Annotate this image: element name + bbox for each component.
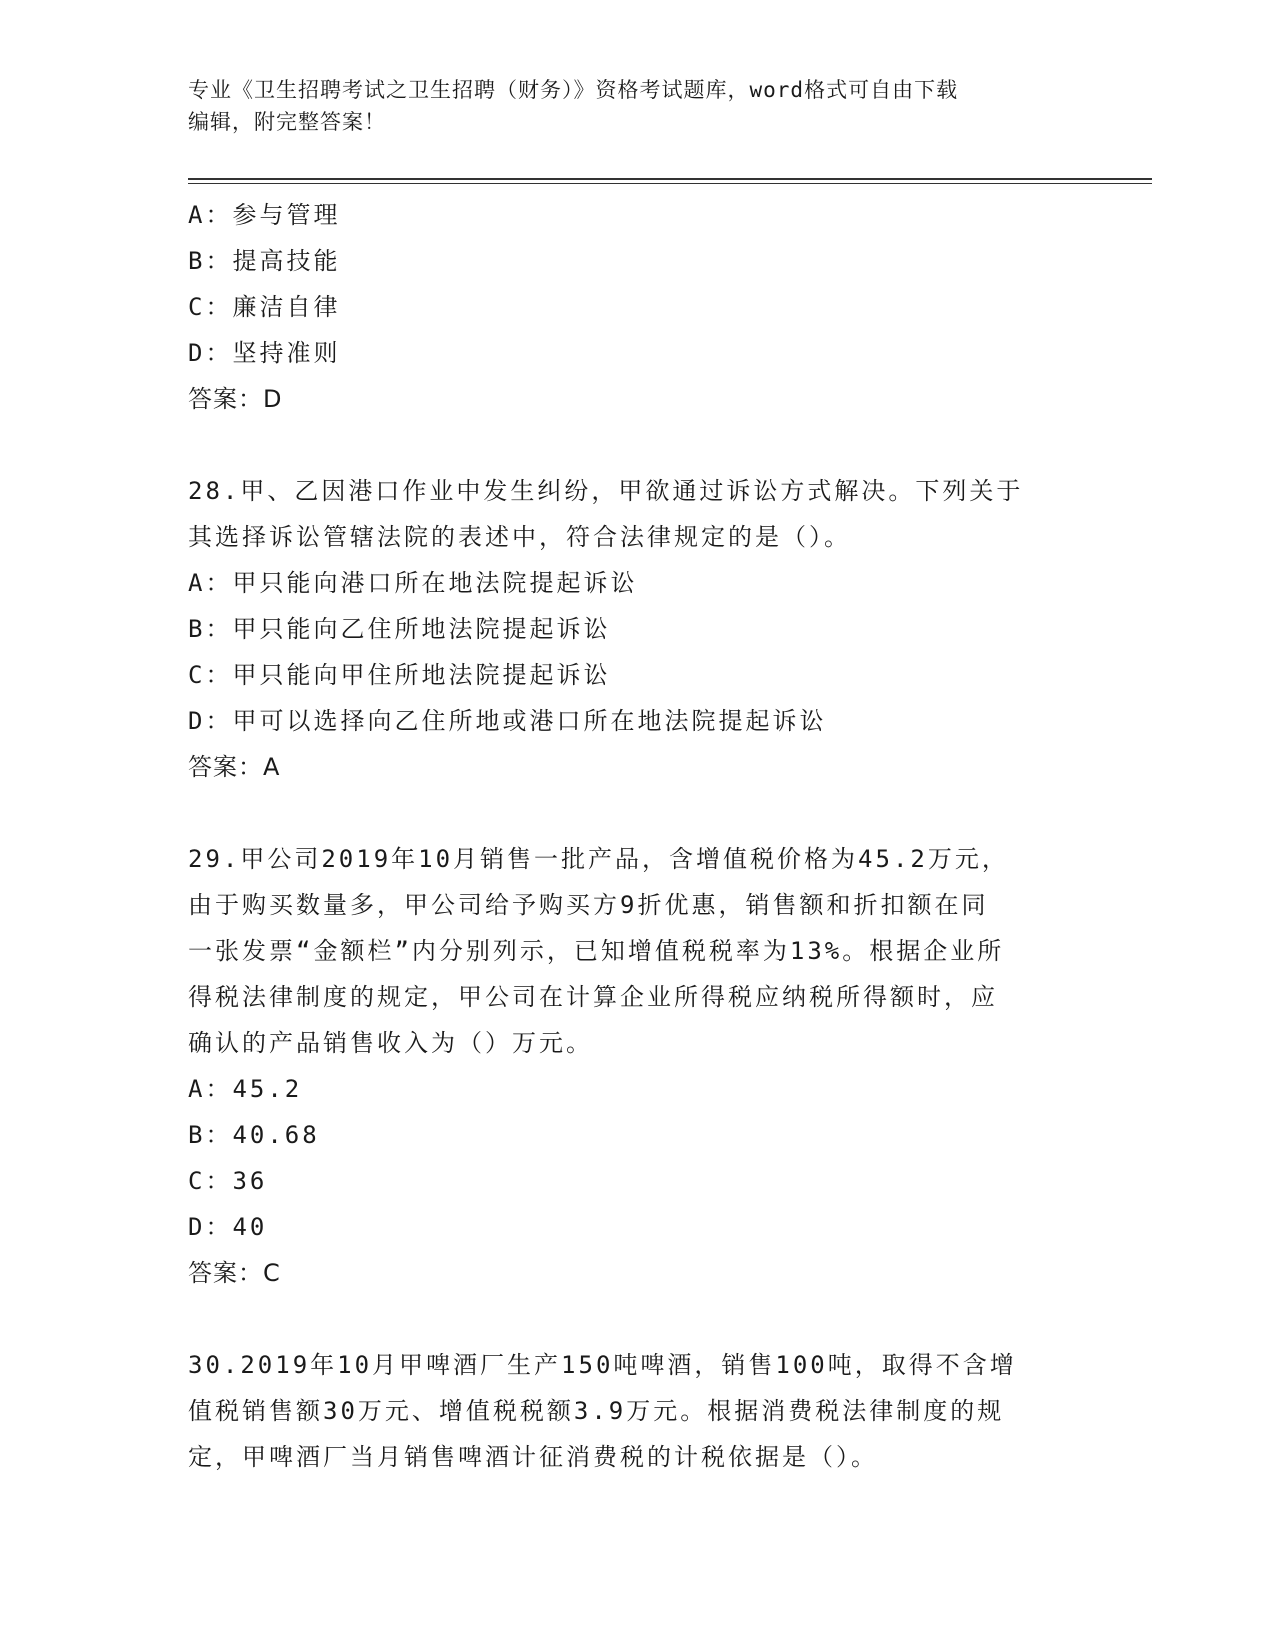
question-stem-line: 29.甲公司2019年10月销售一批产品，含增值税价格为45.2万元，: [188, 845, 1009, 873]
question-stem-line: 一张发票“金额栏”内分别列示，已知增值税税率为13%。根据企业所: [188, 937, 1005, 965]
header-divider: [188, 178, 1152, 184]
question-29: [188, 836, 1088, 1296]
question-stem-line: 定，甲啤酒厂当月销售啤酒计征消费税的计税依据是（）。: [188, 1443, 878, 1471]
question-30: [188, 1342, 1088, 1480]
option-c: C：甲只能向甲住所地法院提起诉讼: [188, 661, 611, 689]
option-d: D：坚持准则: [188, 339, 341, 367]
option-c: C：廉洁自律: [188, 293, 341, 321]
question-stem-line: 30.2019年10月甲啤酒厂生产150吨啤酒，销售100吨，取得不含增: [188, 1351, 1017, 1379]
option-c: C：36: [188, 1167, 268, 1195]
question-list: [188, 192, 1088, 1480]
question-stem-line: 其选择诉讼管辖法院的表述中，符合法律规定的是（）。: [188, 523, 851, 551]
option-b: B：40.68: [188, 1121, 320, 1149]
question-stem-line: 值税销售额30万元、增值税税额3.9万元。根据消费税法律制度的规: [188, 1397, 1005, 1425]
spacer: [188, 790, 1088, 836]
spacer: [188, 1296, 1088, 1342]
answer: 答案：D: [188, 385, 283, 413]
answer: 答案：C: [188, 1259, 281, 1287]
answer: 答案：A: [188, 753, 281, 781]
option-a: A：参与管理: [188, 201, 341, 229]
question-28: [188, 468, 1088, 790]
page-header: [188, 74, 1068, 138]
option-b: B：甲只能向乙住所地法院提起诉讼: [188, 615, 611, 643]
question-stem-line: 由于购买数量多，甲公司给予购买方9折优惠，销售额和折扣额在同: [188, 891, 989, 919]
option-b: B：提高技能: [188, 247, 341, 275]
question-27: [188, 192, 1088, 422]
option-a: A：甲只能向港口所在地法院提起诉讼: [188, 569, 638, 597]
question-stem-line: 28.甲、乙因港口作业中发生纠纷，甲欲通过诉讼方式解决。下列关于: [188, 477, 1024, 505]
question-stem-line: 得税法律制度的规定，甲公司在计算企业所得税应纳税所得额时，应: [188, 983, 998, 1011]
header-line-2: 编辑，附完整答案！: [188, 110, 386, 134]
option-d: D：甲可以选择向乙住所地或港口所在地法院提起诉讼: [188, 707, 827, 735]
header-line-1: 专业《卫生招聘考试之卫生招聘（财务）》资格考试题库，word格式可自由下载: [188, 78, 959, 102]
option-a: A：45.2: [188, 1075, 303, 1103]
option-d: D：40: [188, 1213, 268, 1241]
question-stem-line: 确认的产品销售收入为（）万元。: [188, 1029, 593, 1057]
spacer: [188, 422, 1088, 468]
